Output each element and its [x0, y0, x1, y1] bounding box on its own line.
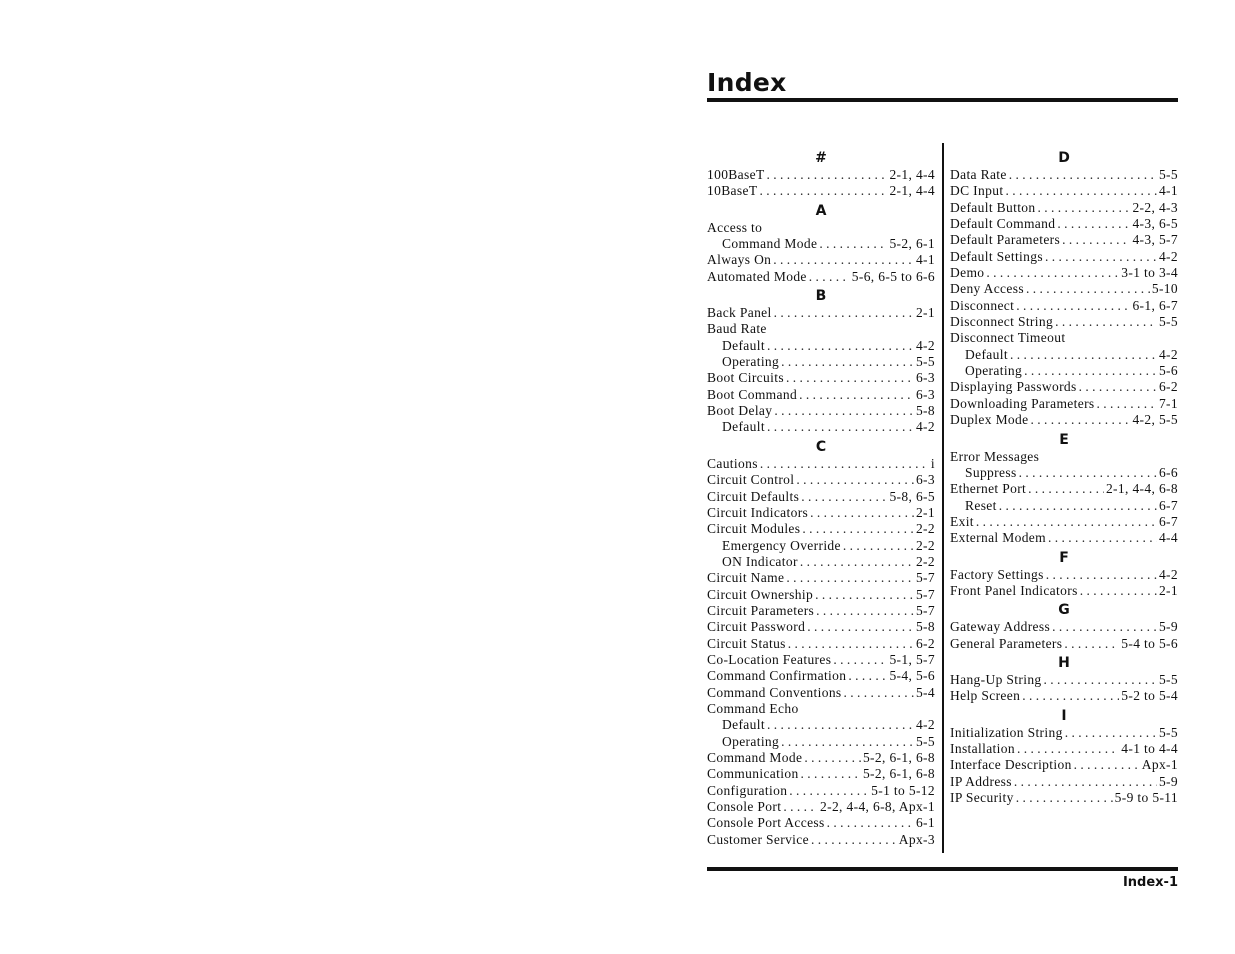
- dot-leader: [1028, 481, 1104, 497]
- entry-term: Console Port Access: [707, 815, 825, 831]
- dot-leader: [976, 514, 1157, 530]
- dot-leader: [773, 252, 914, 268]
- entry-pages: 6-1, 6-7: [1132, 297, 1178, 313]
- entry-term: Factory Settings: [950, 566, 1044, 582]
- entry-pages: 4-2, 5-5: [1132, 412, 1178, 428]
- index-entry: [707, 603, 935, 619]
- entry-pages: 5-5: [1158, 671, 1178, 687]
- dot-leader: [1074, 757, 1140, 773]
- entry-pages: 5-7: [915, 570, 935, 586]
- dot-leader: [1009, 167, 1157, 183]
- index-entry: [707, 403, 935, 419]
- index-entry: [950, 672, 1178, 688]
- index-entry: [950, 298, 1178, 314]
- index-subentry: [950, 498, 1178, 514]
- entry-term: Operating: [722, 354, 780, 370]
- entry-term: Disconnect: [950, 297, 1015, 313]
- entry-pages: 5-9 to 5-11: [1114, 790, 1178, 805]
- entry-term: Exit: [950, 513, 974, 529]
- index-subentry: [707, 538, 935, 554]
- entry-pages: 5-4, 5-6: [889, 668, 935, 684]
- footer-rule: [707, 867, 1178, 871]
- entry-pages: 2-2: [915, 553, 935, 569]
- entry-term: Boot Command: [707, 386, 798, 402]
- index-entry: [707, 832, 935, 848]
- dot-leader: [1017, 741, 1119, 757]
- entry-pages: 5-8: [915, 619, 935, 635]
- entry-pages: 5-5: [1158, 167, 1178, 182]
- entry-term: Demo: [950, 265, 985, 281]
- dot-leader: [844, 685, 914, 701]
- dot-leader: [786, 370, 914, 386]
- entry-term: Customer Service: [707, 831, 809, 847]
- index-entry: [707, 167, 935, 183]
- entry-pages: 5-7: [915, 586, 935, 602]
- entry-term: Suppress: [965, 464, 1017, 480]
- entry-term: Interface Description: [950, 757, 1072, 773]
- entry-pages: 6-7: [1158, 513, 1178, 529]
- entry-term: ON Indicator: [722, 553, 798, 569]
- dot-leader: [1045, 249, 1157, 265]
- dot-leader: [796, 472, 914, 488]
- entry-pages: 6-1: [915, 815, 935, 831]
- index-entry: [950, 583, 1178, 599]
- index-entry: [707, 750, 935, 766]
- dot-leader: [1026, 281, 1150, 297]
- index-entry: [950, 396, 1178, 412]
- index-entry: [950, 530, 1178, 546]
- entry-term: Baud Rate: [707, 321, 767, 337]
- dot-leader: [809, 269, 850, 285]
- dot-leader: [801, 489, 887, 505]
- dot-leader: [1046, 567, 1157, 583]
- index-entry: [707, 321, 935, 337]
- entry-term: External Modem: [950, 530, 1046, 546]
- entry-term: Circuit Control: [707, 472, 795, 488]
- dot-leader: [783, 799, 818, 815]
- index-entry: [950, 790, 1178, 806]
- entry-pages: 2-1: [1158, 582, 1178, 598]
- page-number: Index-1: [1122, 875, 1178, 890]
- entry-term: Console Port: [707, 799, 782, 815]
- index-entry: [950, 379, 1178, 395]
- entry-term: Command Confirmation: [707, 668, 847, 684]
- entry-term: Downloading Parameters: [950, 395, 1095, 411]
- index-entry: [707, 685, 935, 701]
- entry-term: Operating: [965, 363, 1023, 379]
- index-subentry: [950, 347, 1178, 363]
- index-entry: [707, 668, 935, 684]
- dot-leader: [1079, 379, 1157, 395]
- section-letter: E: [1059, 431, 1069, 448]
- dot-leader: [1057, 216, 1130, 232]
- dot-leader: [774, 305, 914, 321]
- index-entry: [950, 449, 1178, 465]
- entry-pages: Apx-1: [1141, 757, 1178, 773]
- dot-leader: [1052, 619, 1157, 635]
- dot-leader: [767, 338, 914, 354]
- dot-leader: [816, 603, 914, 619]
- entry-pages: 5-1, 5-7: [889, 651, 935, 667]
- entry-term: Back Panel: [707, 305, 772, 321]
- entry-pages: 2-1: [915, 305, 935, 321]
- entry-term: Boot Delay: [707, 403, 773, 419]
- index-entry: [707, 783, 935, 799]
- entry-pages: 5-2, 6-1: [889, 236, 935, 252]
- entry-term: Help Screen: [950, 688, 1021, 704]
- index-entry: [707, 652, 935, 668]
- index-entry: [950, 757, 1178, 773]
- entry-term: Default: [965, 346, 1008, 362]
- column-divider: [942, 143, 944, 853]
- entry-pages: 4-3, 6-5: [1132, 216, 1178, 232]
- entry-pages: 6-2: [1158, 379, 1178, 395]
- index-entry: [707, 570, 935, 586]
- dot-leader: [767, 717, 914, 733]
- entry-pages: 6-6: [1158, 464, 1178, 480]
- entry-pages: Apx-3: [898, 831, 935, 847]
- section-letter: B: [815, 288, 827, 305]
- section-letter: H: [1058, 654, 1070, 671]
- entry-pages: 5-10: [1151, 281, 1178, 297]
- index-entry: [707, 815, 935, 831]
- entry-term: Command Mode: [707, 750, 803, 765]
- entry-term: Circuit Ownership: [707, 586, 814, 602]
- index-entry: [950, 281, 1178, 297]
- entry-pages: 5-5: [1158, 724, 1178, 740]
- dot-leader: [807, 619, 914, 635]
- dot-leader: [1065, 725, 1157, 741]
- dot-leader: [1097, 396, 1157, 412]
- entry-pages: 6-3: [915, 370, 935, 386]
- entry-pages: 5-1 to 5-12: [871, 782, 935, 798]
- entry-term: Deny Access: [950, 281, 1024, 297]
- entry-term: Duplex Mode: [950, 412, 1029, 428]
- index-entry: [707, 269, 935, 285]
- entry-term: Boot Circuits: [707, 370, 784, 386]
- entry-term: Data Rate: [950, 167, 1007, 182]
- index-entry: [950, 619, 1178, 635]
- index-entry: [707, 619, 935, 635]
- entry-term: Hang-Up String: [950, 671, 1042, 687]
- entry-term: Command Echo: [707, 700, 799, 716]
- entry-term: Default Parameters: [950, 232, 1061, 248]
- dot-leader: [1080, 583, 1157, 599]
- entry-term: Command Conventions: [707, 684, 842, 700]
- title-rule: [707, 98, 1178, 102]
- entry-pages: 2-2, 4-4, 6-8, Apx-1: [820, 799, 935, 815]
- entry-term: DC Input: [950, 183, 1004, 199]
- index-entry: [707, 472, 935, 488]
- entry-pages: 5-6: [1158, 363, 1178, 379]
- dot-leader: [1010, 347, 1157, 363]
- index-entry: [707, 636, 935, 652]
- entry-term: 10BaseT: [707, 183, 758, 199]
- section-letter: A: [815, 202, 827, 219]
- index-entry: [950, 330, 1178, 346]
- index-entry: [707, 387, 935, 403]
- entry-term: Front Panel Indicators: [950, 582, 1078, 598]
- index-subentry: [707, 554, 935, 570]
- index-entry: [950, 216, 1178, 232]
- index-entry: [950, 688, 1178, 704]
- index-entry: [950, 636, 1178, 652]
- dot-leader: [1055, 314, 1157, 330]
- index-column-right: [950, 147, 1178, 806]
- dot-leader: [815, 587, 914, 603]
- entry-pages: 4-2: [915, 419, 935, 435]
- index-entry: [707, 183, 935, 199]
- index-entry: [707, 370, 935, 386]
- dot-leader: [833, 652, 887, 668]
- entry-pages: 4-2: [1158, 248, 1178, 264]
- dot-leader: [1016, 790, 1113, 806]
- dot-leader: [1048, 530, 1157, 546]
- entry-term: Gateway Address: [950, 619, 1051, 635]
- dot-leader: [781, 354, 914, 370]
- index-entry: [950, 514, 1178, 530]
- entry-pages: 4-3, 5-7: [1132, 232, 1178, 248]
- entry-term: Always On: [707, 252, 772, 268]
- index-subentry: [707, 338, 935, 354]
- dot-leader: [1005, 183, 1157, 199]
- entry-term: Circuit Parameters: [707, 602, 815, 618]
- entry-term: Initialization String: [950, 724, 1063, 740]
- index-entry: [707, 456, 935, 472]
- dot-leader: [804, 750, 861, 766]
- entry-pages: 4-2: [1158, 346, 1178, 362]
- index-entry: [950, 200, 1178, 216]
- entry-term: Ethernet Port: [950, 481, 1027, 497]
- index-subentry: [707, 717, 935, 733]
- entry-pages: i: [930, 455, 935, 471]
- index-entry: [707, 799, 935, 815]
- entry-pages: 3-1 to 3-4: [1121, 265, 1178, 281]
- entry-pages: 4-4: [1158, 530, 1178, 546]
- entry-pages: 5-2, 6-1, 6-8: [862, 766, 935, 782]
- index-entry: [950, 412, 1178, 428]
- dot-leader: [800, 554, 914, 570]
- dot-leader: [786, 570, 914, 586]
- index-subentry: [707, 354, 935, 370]
- entry-term: Default: [722, 337, 765, 353]
- index-entry: [950, 232, 1178, 248]
- entry-term: Circuit Indicators: [707, 504, 809, 520]
- index-entry: [950, 183, 1178, 199]
- index-entry: [707, 489, 935, 505]
- dot-leader: [1030, 412, 1130, 428]
- entry-term: Default: [722, 419, 765, 435]
- entry-pages: 5-2, 6-1, 6-8: [862, 750, 935, 765]
- entry-pages: 6-2: [915, 635, 935, 651]
- entry-term: IP Address: [950, 773, 1012, 789]
- entry-term: Communication: [707, 766, 799, 782]
- entry-term: Default Command: [950, 216, 1056, 232]
- index-entry: [707, 305, 935, 321]
- index-page: [707, 0, 1178, 954]
- dot-leader: [789, 783, 869, 799]
- index-entry: [707, 766, 935, 782]
- index-entry: [707, 521, 935, 537]
- dot-leader: [801, 766, 861, 782]
- entry-term: Installation: [950, 740, 1015, 756]
- index-entry: [950, 167, 1178, 183]
- entry-pages: 4-1 to 4-4: [1121, 740, 1178, 756]
- entry-term: Circuit Defaults: [707, 488, 800, 504]
- entry-pages: 6-3: [915, 386, 935, 402]
- entry-pages: 4-2: [915, 717, 935, 733]
- entry-pages: 5-6, 6-5 to 6-6: [851, 268, 935, 284]
- dot-leader: [781, 734, 914, 750]
- entry-term: Error Messages: [950, 448, 1040, 464]
- entry-term: Cautions: [707, 455, 758, 471]
- index-entry: [950, 314, 1178, 330]
- dot-leader: [1019, 465, 1157, 481]
- dot-leader: [843, 538, 914, 554]
- dot-leader: [767, 167, 888, 183]
- entry-pages: 4-1: [915, 252, 935, 268]
- index-entry: [950, 265, 1178, 281]
- dot-leader: [810, 505, 914, 521]
- entry-term: IP Security: [950, 790, 1014, 805]
- entry-term: Emergency Override: [722, 537, 841, 553]
- entry-term: Circuit Name: [707, 570, 785, 586]
- dot-leader: [999, 498, 1157, 514]
- index-entry: [950, 774, 1178, 790]
- index-entry: [950, 481, 1178, 497]
- entry-term: Reset: [965, 497, 997, 513]
- entry-term: Default Settings: [950, 248, 1043, 264]
- dot-leader: [1024, 363, 1157, 379]
- entry-term: General Parameters: [950, 635, 1063, 651]
- entry-pages: 2-1, 4-4, 6-8: [1105, 481, 1178, 497]
- index-entry: [950, 741, 1178, 757]
- entry-pages: 4-2: [915, 337, 935, 353]
- entry-term: Displaying Passwords: [950, 379, 1077, 395]
- index-entry: [950, 567, 1178, 583]
- entry-term: Command Mode: [722, 236, 818, 252]
- entry-pages: 5-8: [915, 403, 935, 419]
- section-letter: C: [815, 438, 827, 455]
- entry-pages: 5-5: [1158, 314, 1178, 330]
- dot-leader: [760, 456, 929, 472]
- index-subentry: [707, 734, 935, 750]
- entry-term: Configuration: [707, 782, 788, 798]
- section-letter: D: [1058, 150, 1070, 166]
- section-letter: #: [815, 150, 827, 166]
- dot-leader: [1062, 232, 1130, 248]
- entry-term: Access to: [707, 219, 763, 235]
- entry-pages: 5-9: [1158, 773, 1178, 789]
- index-subentry: [950, 363, 1178, 379]
- index-entry: [707, 587, 935, 603]
- entry-pages: 2-1: [915, 504, 935, 520]
- dot-leader: [802, 521, 914, 537]
- entry-term: Co-Location Features: [707, 651, 832, 667]
- entry-pages: 5-4: [915, 684, 935, 700]
- entry-pages: 6-3: [915, 472, 935, 488]
- dot-leader: [819, 236, 887, 252]
- entry-pages: 5-5: [915, 354, 935, 370]
- entry-pages: 2-2: [915, 521, 935, 537]
- index-entry: [707, 252, 935, 268]
- dot-leader: [1044, 672, 1157, 688]
- entry-term: Circuit Modules: [707, 521, 801, 537]
- entry-pages: 2-1, 4-4: [889, 167, 935, 182]
- dot-leader: [827, 815, 914, 831]
- dot-leader: [986, 265, 1119, 281]
- index-entry: [707, 220, 935, 236]
- index-subentry: [707, 419, 935, 435]
- entry-pages: 5-5: [915, 733, 935, 749]
- section-letter: G: [1058, 602, 1070, 619]
- entry-term: Disconnect Timeout: [950, 330, 1066, 346]
- dot-leader: [767, 419, 914, 435]
- entry-term: Default: [722, 717, 765, 733]
- entry-term: Circuit Status: [707, 635, 786, 651]
- entry-pages: 7-1: [1158, 395, 1178, 411]
- index-subentry: [950, 465, 1178, 481]
- entry-term: Operating: [722, 733, 780, 749]
- section-letter: F: [1059, 549, 1069, 566]
- entry-pages: 4-1: [1158, 183, 1178, 199]
- entry-term: Automated Mode: [707, 268, 807, 284]
- dot-leader: [848, 668, 887, 684]
- dot-leader: [788, 636, 914, 652]
- entry-pages: 4-2: [1158, 566, 1178, 582]
- section-letter: I: [1061, 707, 1067, 724]
- entry-pages: 5-2 to 5-4: [1121, 688, 1178, 704]
- entry-pages: 2-2, 4-3: [1132, 199, 1178, 215]
- index-entry: [707, 505, 935, 521]
- dot-leader: [811, 832, 897, 848]
- entry-pages: 2-2: [915, 537, 935, 553]
- dot-leader: [799, 387, 914, 403]
- entry-pages: 5-9: [1158, 619, 1178, 635]
- index-entry: [950, 725, 1178, 741]
- index-subentry: [707, 236, 935, 252]
- entry-pages: 5-7: [915, 602, 935, 618]
- entry-term: Circuit Password: [707, 619, 806, 635]
- dot-leader: [1038, 200, 1131, 216]
- page-title: Index: [707, 68, 787, 97]
- entry-pages: 6-7: [1158, 497, 1178, 513]
- entry-pages: 2-1, 4-4: [889, 183, 935, 199]
- dot-leader: [1014, 774, 1157, 790]
- entry-term: Default Button: [950, 199, 1036, 215]
- entry-pages: 5-4 to 5-6: [1121, 635, 1178, 651]
- index-entry: [707, 701, 935, 717]
- dot-leader: [1022, 688, 1119, 704]
- dot-leader: [1064, 636, 1119, 652]
- entry-pages: 5-8, 6-5: [889, 488, 935, 504]
- index-entry: [950, 249, 1178, 265]
- entry-term: 100BaseT: [707, 167, 765, 182]
- dot-leader: [1016, 298, 1130, 314]
- dot-leader: [759, 183, 887, 199]
- index-column-left: [707, 147, 935, 848]
- dot-leader: [774, 403, 914, 419]
- entry-term: Disconnect String: [950, 314, 1054, 330]
